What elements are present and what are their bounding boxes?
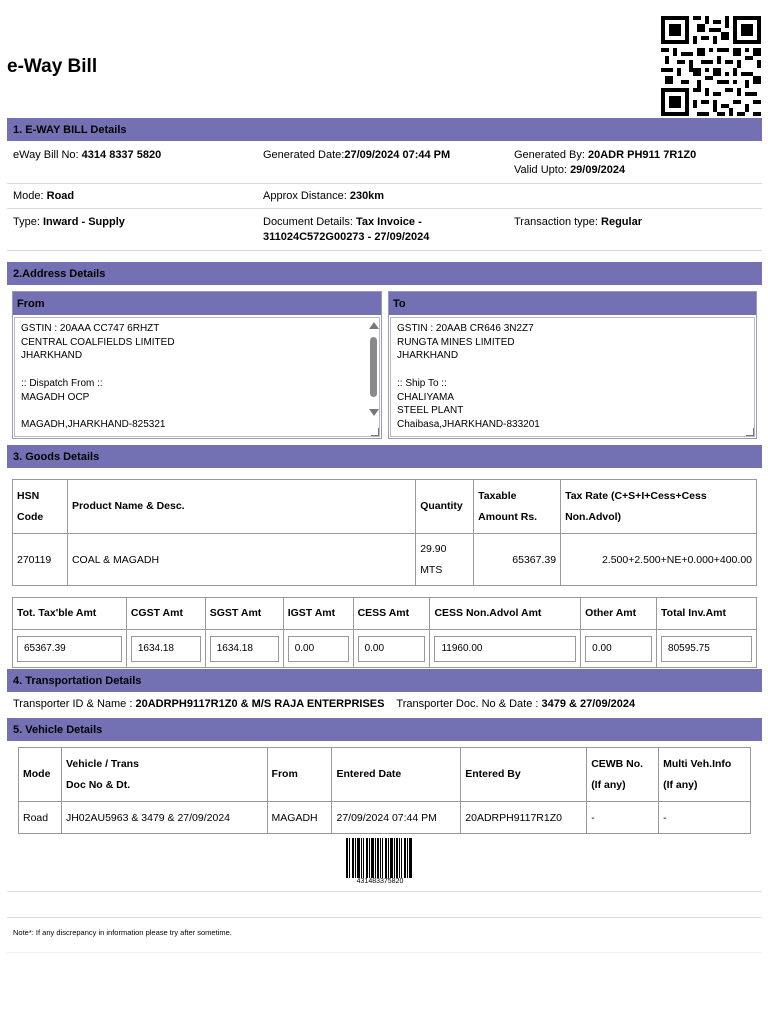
transaction-type [514, 215, 642, 230]
vehicle-header-from: From [267, 748, 332, 802]
valid-upto-value: 29/09/2024 [570, 164, 626, 176]
vehicle-header-multi-line1: Multi Veh.Info [663, 757, 732, 770]
eway-bill-no-value: 4314 8337 5820 [81, 149, 162, 161]
barcode-number: 431483375820 [356, 878, 404, 885]
vehicle-cewb: - [587, 802, 659, 834]
totals-header: CESS Amt [353, 598, 430, 630]
total-inv-cell [657, 630, 757, 668]
goods-header-tax-rate [561, 480, 757, 534]
generated-by-label: Generated By: [514, 149, 585, 161]
transporter-id-label: Transporter ID & Name : [13, 698, 133, 710]
sgst-field: 1634.18 [210, 636, 279, 662]
qr-code-icon [658, 16, 764, 116]
vehicle-number: JH02AU5963 & 3479 & 27/09/2024 [61, 802, 267, 834]
totals-value-row [13, 630, 757, 668]
mode-label: Mode: [13, 190, 44, 202]
goods-taxable: 65367.39 [474, 534, 561, 586]
cess-field: 0.00 [358, 636, 426, 662]
section-address-details: 2.Address Details [7, 262, 762, 285]
cgst-field: 1634.18 [131, 636, 201, 662]
igst-cell [283, 630, 353, 668]
supply-type [13, 215, 125, 230]
totals-header: CESS Non.Advol Amt [430, 598, 581, 630]
goods-header-hsn-line1: HSN [17, 489, 40, 502]
totals-table [12, 597, 757, 668]
transaction-type-value: Regular [601, 216, 642, 228]
document-details-line2: 311024C572G00273 - 27/09/2024 [263, 231, 430, 243]
totals-header: IGST Amt [283, 598, 353, 630]
document-details [263, 215, 429, 245]
section-goods-details: 3. Goods Details [7, 445, 762, 468]
scroll-thumb[interactable] [370, 337, 377, 397]
transaction-type-label: Transaction type: [514, 216, 598, 228]
other-amt-field: 0.00 [585, 636, 652, 662]
page-title: e-Way Bill [7, 56, 98, 77]
totals-header: Tot. Tax'ble Amt [13, 598, 127, 630]
vehicle-header-entered-date: Entered Date [332, 748, 461, 802]
vehicle-header-cewb-line2: (If any) [591, 778, 626, 791]
goods-header-taxable [474, 480, 561, 534]
vehicle-multi: - [659, 802, 751, 834]
goods-header-product: Product Name & Desc. [67, 480, 415, 534]
goods-header-quantity: Quantity [416, 480, 474, 534]
goods-header-hsn-line2: Code [17, 510, 44, 523]
vehicle-header-vehicle [61, 748, 267, 802]
mode-value: Road [46, 190, 75, 202]
approx-distance [263, 189, 384, 204]
totals-header: SGST Amt [205, 598, 283, 630]
to-address-box [388, 291, 757, 439]
goods-quantity [416, 534, 474, 586]
goods-row [13, 534, 757, 586]
goods-header-taxable-line2: Amount Rs. [478, 510, 538, 523]
document-details-label: Document Details: [263, 216, 353, 228]
vehicle-entered-date: 27/09/2024 07:44 PM [332, 802, 461, 834]
generated-by [514, 148, 696, 178]
generated-date [263, 148, 450, 163]
from-address-scrollbar[interactable] [369, 322, 378, 422]
goods-hsn: 270119 [13, 534, 68, 586]
cgst-cell [126, 630, 205, 668]
generated-date-label: Generated Date: [263, 149, 345, 161]
goods-header-row [13, 480, 757, 534]
generated-by-value: 20ADR PH911 7R1Z0 [588, 149, 697, 161]
generated-date-value: 27/09/2024 07:44 PM [344, 149, 451, 161]
totals-header: Total Inv.Amt [657, 598, 757, 630]
vehicle-header-multi-line2: (If any) [663, 778, 698, 791]
vehicle-header-vehicle-line1: Vehicle / Trans [65, 757, 139, 770]
eway-bill-no [13, 148, 161, 163]
totals-header: Other Amt [581, 598, 657, 630]
mode [13, 189, 74, 204]
vehicle-from: MAGADH [267, 802, 332, 834]
total-taxable-field: 65367.39 [17, 636, 122, 662]
eway-details-row-3 [7, 209, 762, 251]
transporter-info [13, 697, 635, 712]
barcode-icon [346, 838, 412, 878]
from-address-textarea[interactable]: GSTIN : 20AAA CC747 6RHZT CENTRAL COALFIELDS LIMITED JHARKHAND :: Dispatch From :: MAGADH OCP MAGADH,JHARKHAND-825321 [14, 317, 380, 437]
igst-field: 0.00 [288, 636, 349, 662]
vehicle-entered-by: 20ADRPH9117R1Z0 [461, 802, 587, 834]
total-taxable-cell [13, 630, 127, 668]
goods-tax-rate: 2.500+2.500+NE+0.000+400.00 [561, 534, 757, 586]
sgst-cell [205, 630, 283, 668]
goods-product: COAL & MAGADH [67, 534, 415, 586]
divider [7, 891, 762, 892]
scroll-up-arrow-icon[interactable] [369, 322, 379, 329]
vehicle-header-entered-by: Entered By [461, 748, 587, 802]
goods-header-hsn [13, 480, 68, 534]
transporter-id-value: 20ADRPH9117R1Z0 & M/S RAJA ENTERPRISES [135, 698, 385, 710]
goods-header-tax-rate-line1: Tax Rate (C+S+I+Cess+Cess [565, 489, 707, 502]
total-inv-field: 80595.75 [661, 636, 752, 662]
eway-bill-no-label: eWay Bill No: [13, 149, 79, 161]
resize-grip-icon[interactable] [371, 428, 379, 436]
section-transportation-details: 4. Transportation Details [7, 669, 762, 692]
eway-details-row-1 [7, 142, 762, 184]
vehicle-row [19, 802, 751, 834]
from-address-box [12, 291, 382, 439]
vehicle-mode: Road [19, 802, 62, 834]
divider [7, 917, 762, 918]
goods-table [12, 479, 757, 586]
scroll-down-arrow-icon[interactable] [369, 409, 379, 416]
resize-grip-icon[interactable] [746, 428, 754, 436]
cess-non-advol-cell [430, 630, 581, 668]
totals-header: CGST Amt [126, 598, 205, 630]
other-amt-cell [581, 630, 657, 668]
goods-quantity-unit: MTS [420, 563, 443, 576]
vehicle-header-cewb-line1: CEWB No. [591, 757, 644, 770]
goods-quantity-value: 29.90 [420, 542, 447, 555]
to-address-textarea[interactable]: GSTIN : 20AAB CR646 3N2Z7 RUNGTA MINES LIMITED JHARKHAND :: Ship To :: CHALIYAMA STEEL PLANT Chaibasa,JHARKHAND-833201 [390, 317, 755, 437]
goods-header-tax-rate-line2: Non.Advol) [565, 510, 622, 523]
vehicle-header-vehicle-line2: Doc No & Dt. [65, 778, 131, 791]
document-details-line1: Tax Invoice - [355, 216, 422, 228]
approx-distance-label: Approx Distance: [263, 190, 347, 202]
vehicle-table [18, 747, 751, 834]
goods-header-taxable-line1: Taxable [478, 489, 517, 502]
footer-note: Note*: If any discrepancy in information please try after sometime. [13, 928, 232, 937]
divider [7, 952, 762, 953]
supply-type-label: Type: [13, 216, 40, 228]
to-address-heading: To [389, 292, 756, 315]
valid-upto-label: Valid Upto: [514, 164, 567, 176]
supply-type-value: Inward - Supply [42, 216, 125, 228]
approx-distance-value: 230km [349, 190, 385, 202]
totals-header-row [13, 598, 757, 630]
from-address-heading: From [13, 292, 381, 315]
cess-non-advol-field: 11960.00 [434, 636, 576, 662]
vehicle-header-row [19, 748, 751, 802]
vehicle-header-multi [659, 748, 751, 802]
transporter-doc-label: Transporter Doc. No & Date : [396, 698, 539, 710]
cess-cell [353, 630, 430, 668]
transporter-doc-value: 3479 & 27/09/2024 [541, 698, 636, 710]
eway-details-row-2 [7, 184, 762, 209]
vehicle-header-mode: Mode [19, 748, 62, 802]
section-vehicle-details: 5. Vehicle Details [7, 718, 762, 741]
vehicle-header-cewb [587, 748, 659, 802]
section-eway-bill-details: 1. E-WAY BILL Details [7, 118, 762, 141]
